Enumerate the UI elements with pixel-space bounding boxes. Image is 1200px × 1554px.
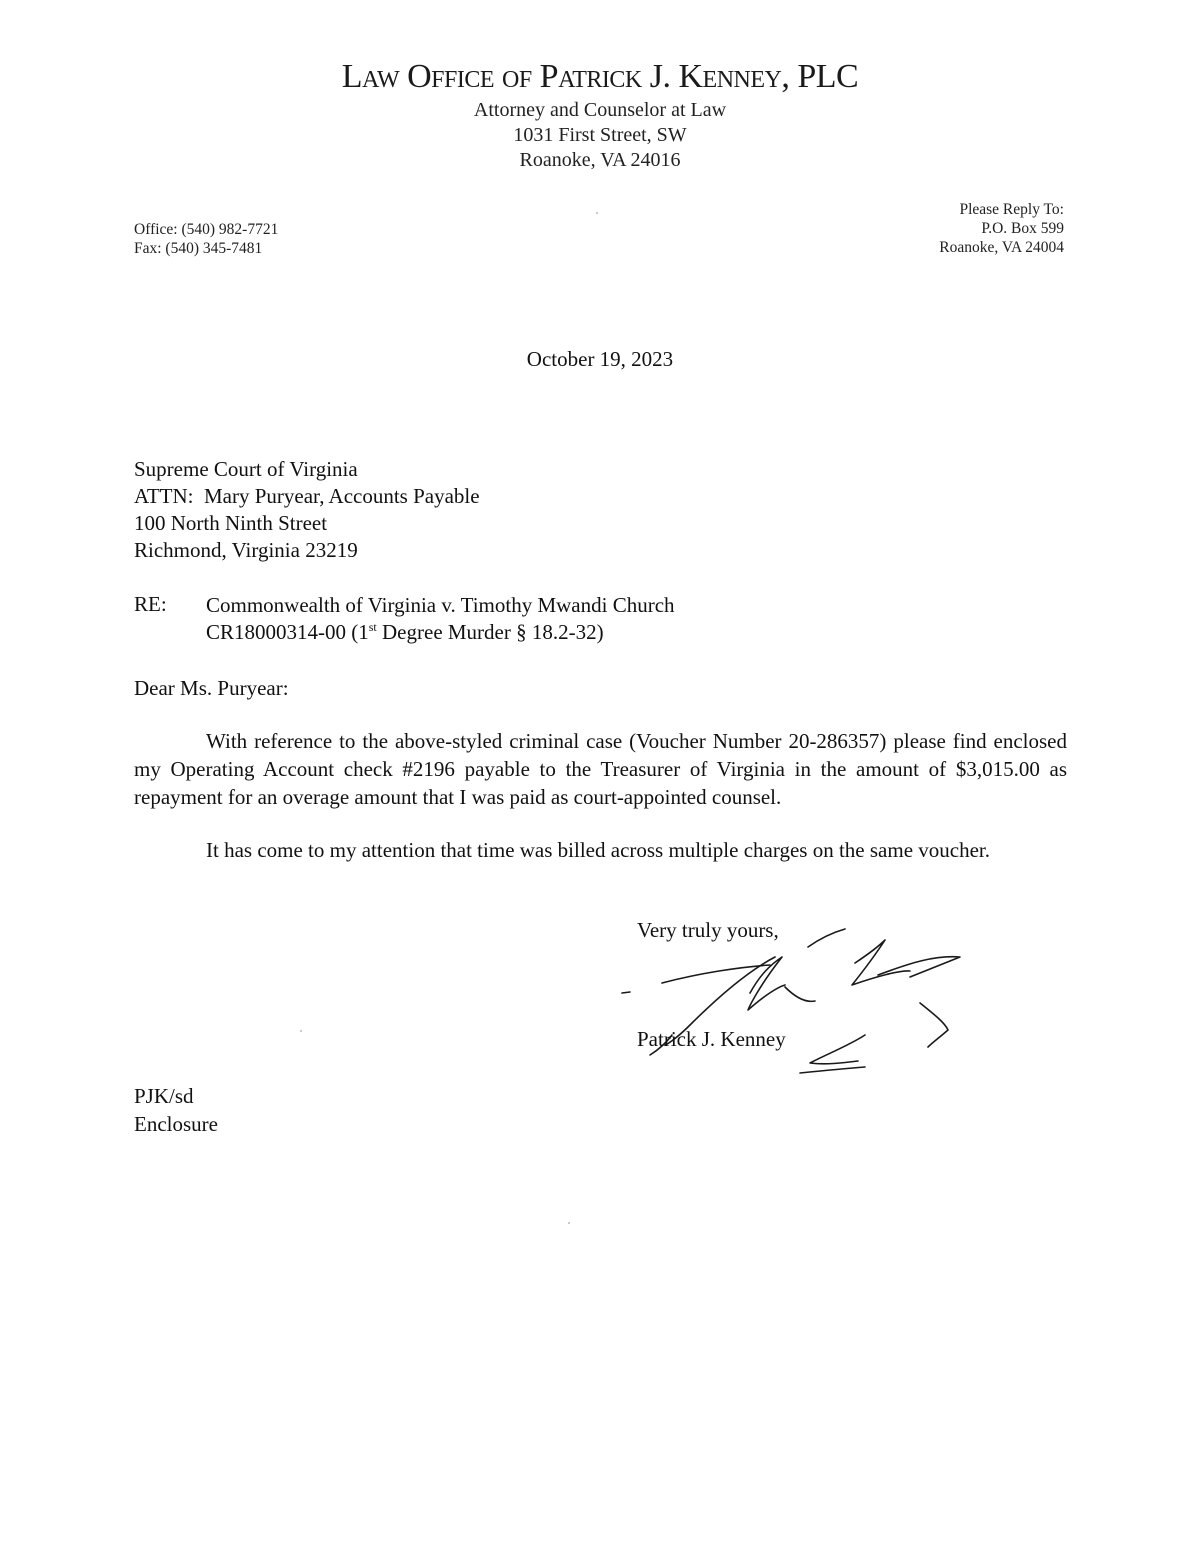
- re-case-title: Commonwealth of Virginia v. Timothy Mwandi Church: [206, 593, 675, 617]
- typist-initials: PJK/sd: [134, 1084, 194, 1108]
- body-paragraph-2: It has come to my attention that time was billed across multiple charges on the same voucher.: [206, 838, 990, 862]
- re-label: RE:: [134, 592, 167, 616]
- recipient-street: 100 North Ninth Street: [134, 511, 328, 535]
- firm-name: Law Office of Patrick J. Kenney, PLC: [341, 58, 859, 95]
- recipient-city: Richmond, Virginia 23219: [134, 538, 358, 562]
- firm-street: 1031 First Street, SW: [513, 124, 687, 146]
- letter-date: October 19, 2023: [526, 347, 674, 371]
- body-paragraph-1: With reference to the above-styled criminal case (Voucher Number 20-286357) please find enclosed my Operating Account check #2196 payable to the Treasurer of Virginia in the amount of $3,015.00 as repayment for an overage amount that I was paid as court-appointed counsel.: [134, 729, 1067, 809]
- firm-city: Roanoke, VA 24016: [519, 149, 681, 171]
- closing: Very truly yours,: [637, 918, 779, 942]
- scan-speck: [568, 1222, 570, 1224]
- scan-speck: [300, 1030, 302, 1032]
- reply-to-city: Roanoke, VA 24004: [939, 239, 1064, 256]
- reply-to-block: [939, 200, 1064, 257]
- office-phone: Office: (540) 982-7721: [134, 221, 279, 238]
- re-case-number: [206, 619, 675, 646]
- scan-speck: [596, 212, 598, 214]
- re-block: [206, 592, 675, 646]
- recipient-address: [134, 456, 480, 564]
- fax-number: Fax: (540) 345-7481: [134, 240, 263, 257]
- firm-tagline: Attorney and Counselor at Law: [473, 99, 727, 121]
- reply-to-label: Please Reply To:: [959, 201, 1064, 218]
- handwritten-signature: [610, 915, 980, 1085]
- enclosure-note: Enclosure: [134, 1112, 218, 1136]
- re-case-number-pre: CR18000314-00 (1: [206, 620, 369, 644]
- reply-to-box: P.O. Box 599: [981, 220, 1064, 237]
- signer-name: Patrick J. Kenney: [637, 1027, 786, 1051]
- re-case-number-sup: st: [368, 620, 377, 634]
- contact-block: [134, 220, 278, 258]
- recipient-attn: ATTN: Mary Puryear, Accounts Payable: [134, 484, 480, 508]
- salutation: Dear Ms. Puryear:: [134, 676, 289, 700]
- recipient-org: Supreme Court of Virginia: [134, 457, 358, 481]
- re-case-number-post: Degree Murder § 18.2-32): [376, 620, 604, 644]
- footer-block: [134, 1082, 218, 1138]
